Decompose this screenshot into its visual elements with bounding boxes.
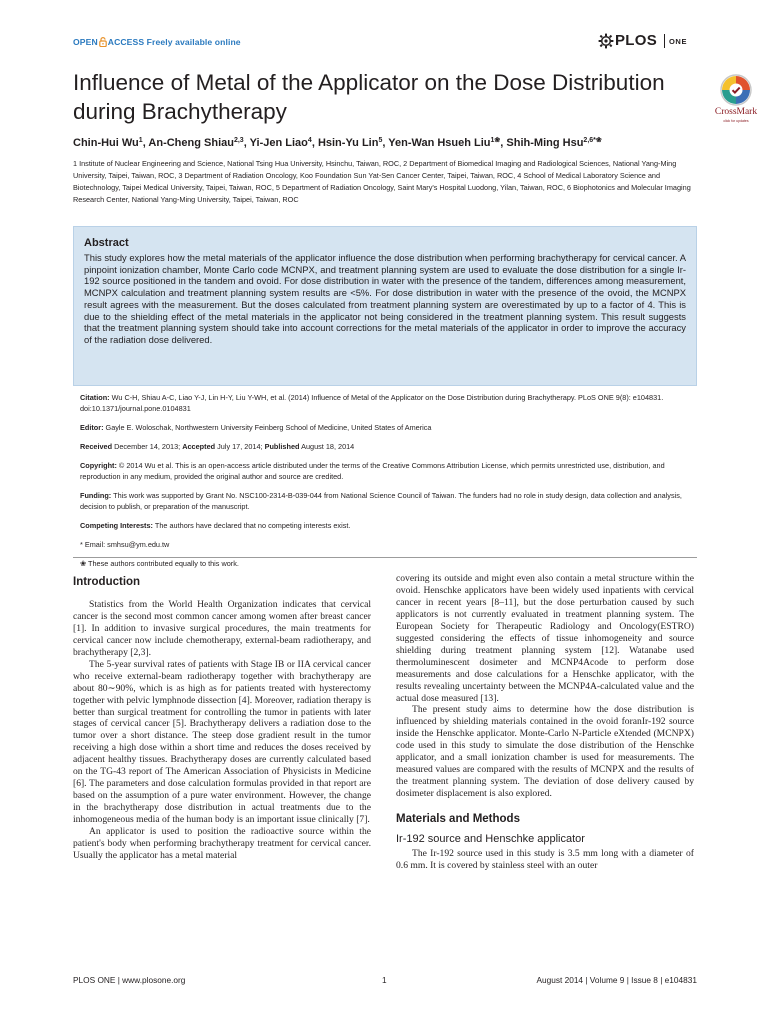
article-metadata xyxy=(80,392,694,577)
author-name: Yen-Wan Hsueh Liu xyxy=(388,137,491,149)
author-name: Yi-Jen Liao xyxy=(249,137,308,149)
crossmark-badge[interactable] xyxy=(708,74,764,130)
competing-text: The authors have declared that no competing interests exist. xyxy=(154,521,351,530)
logo-divider xyxy=(664,34,665,48)
copyright-label: Copyright: xyxy=(80,461,117,470)
competing-label: Competing Interests: xyxy=(80,521,153,530)
received-date: December 14, 2013; xyxy=(114,442,181,451)
editor-row xyxy=(80,422,694,433)
open-lock-icon xyxy=(99,37,107,47)
meta-divider xyxy=(73,557,697,558)
author-name: Hsin-Yu Lin xyxy=(317,137,379,149)
methods-heading: Materials and Methods xyxy=(396,813,520,826)
copyright-text: © 2014 Wu et al. This is an open-access article distributed under the terms of the Creative Commons Attribution License, which permits unrestricted use, distribution, and reproduction in any medium, provided the original author and source are credited. xyxy=(80,461,665,481)
plos-gear-icon xyxy=(598,33,614,49)
dates-row xyxy=(80,441,694,452)
equal-contribution-row: ❀ These authors contributed equally to this work. xyxy=(80,559,239,568)
editor-label: Editor: xyxy=(80,423,104,432)
page-number: 1 xyxy=(382,975,387,985)
funding-text: This work was supported by Grant No. NSC100-2314-B-039-044 from National Science Council of Taiwan. The funders had no role in study design, data collection and analysis, decision to publish, or preparation of the manuscript. xyxy=(80,491,682,511)
body-column-left xyxy=(73,575,371,862)
plos-one-logo xyxy=(598,31,698,51)
crossmark-label: CrossMark xyxy=(714,107,758,117)
author-affil: 2,3 xyxy=(233,137,244,144)
open-access-header xyxy=(73,37,241,47)
intro-paragraph: covering its outside and might even also contain a metal structure within the ovoid. Henschke applicators have been widely used inpatients with cervical cancer in recent years [8–11], but the dose perturbation caused by such applicators is not currently evaluated in treatment planning system. The European Society for Therapeutic Radiology and Oncology(ESTRO) suggested considering the effects of tissue inhomogeneity and source shielding during treatment planning system [12]. Watanabe used thermoluminescent dosimeter and MCNP4Acode to perform dose measurements and dose calculations for a Henschke applicator, with the results revealing uncertainty between the MCNP4A-calculated value and the actual dose measured [13]. xyxy=(396,573,694,704)
article-title: Influence of Metal of the Applicator on the Dose Distribution during Brachytherapy xyxy=(73,70,665,124)
author-affil: 5 xyxy=(378,137,383,144)
author-affil: 1 xyxy=(138,137,143,144)
citation-text: Wu C-H, Shiau A-C, Liao Y-J, Lin H-Y, Liu Y-WH, et al. (2014) Influence of Metal of the Applicator on the Dose Distribution during Brachytherapy. PLoS ONE 9(8): e104831. doi:10.1371/journal.pone.0104831 xyxy=(80,393,664,413)
abstract-body: This study explores how the metal materials of the applicator influence the dose distribution when performing brachytherapy for cervical cancer. A pinpoint ionization chamber, Monte Carlo code MCNPX, and treatment planning system are used to evaluate the dose distribution for a single Ir-192 source positioned in the tandem and ovoid. For dose distribution in water with the presence of the tandem, differences among measurement, MCNPX calculation and treatment planning system results are <5%. For dose distribution in water with the presence of the ovoid, the MCNPX result agrees with the measurement. But the doses calculated from treatment planning system are overestimated by up to a factor of 4. This is due to the shielding effect of the metal materials in the applicator not being considered in the treatment planning system. This result suggests that the treatment planning system should take into account corrections for the metal materials of the applicator in order to improve the accuracy of the radiation dose delivered. xyxy=(84,252,686,345)
affiliations: 1 Institute of Nuclear Engineering and Science, National Tsing Hua University, Hsinchu, Taiwan, ROC, 2 Department of Biomedical Imaging and Radiological Sciences, National Yang-Ming University, Taipei, Taiwan, ROC, 3 Department of Radiation Oncology, Koo Foundation Sun Yat-Sen Cancer Center, Taipei, Taiwan, ROC, 4 School of Medical Laboratory Science and Biotechnology, Taipei Medical University, Taipei, Taiwan, ROC, 5 Department of Radiation Oncology, Saint Mary's Hospital Luodong, Yilan, Taiwan, ROC, 6 Biophotonics and Molecular Imaging Research Center, National Yang-Ming University, Taipei, Taiwan, ROC xyxy=(73,159,691,204)
footer-issue: August 2014 | Volume 9 | Issue 8 | e104831 xyxy=(536,975,697,985)
published-date: August 18, 2014 xyxy=(301,442,355,451)
author-name: Shih-Ming Hsu xyxy=(506,137,584,149)
author-name: Chin-Hui Wu xyxy=(73,137,139,149)
intro-paragraph: Statistics from the World Health Organization indicates that cervical cancer is the second most common cancer among women after breast cancer [1]. In addition to invasive surgical procedures, the main treatments for cervical cancer now include chemotherapy, external-beam radiotherapy, and brachytherapy [2,3]. xyxy=(73,598,371,658)
author-name: An-Cheng Shiau xyxy=(148,137,234,149)
author-affil: 2,6*❀ xyxy=(583,137,602,144)
intro-paragraph: The present study aims to determine how the dose distribution is influenced by shielding materials contained in the ovoid foranIr-192 source inside the Henschke applicator. Monte-Carlo N-Particle eXtended (MCNPX) code used in this study to simulate the dose distribution of the Henschke applicator, and a small ionization chamber is used for measurements. The measured values are compared with the results of MCNPX and the results of the treatment planning system. The deviation of dose delivery caused by dosimeter displacement is also explored. xyxy=(396,704,694,800)
abstract-box xyxy=(73,226,697,386)
open-access-label: OPEN xyxy=(73,37,98,47)
copyright-row xyxy=(80,460,694,482)
author-affil: 4 xyxy=(307,137,312,144)
funding-label: Funding: xyxy=(80,491,112,500)
email-row[interactable]: * Email: smhsu@ym.edu.tw xyxy=(80,540,170,549)
accepted-label: Accepted xyxy=(182,442,216,451)
access-label: ACCESS Freely available online xyxy=(107,37,241,47)
published-label: Published xyxy=(264,442,300,451)
introduction-heading: Introduction xyxy=(73,576,141,588)
intro-paragraph: An applicator is used to position the radioactive source within the patient's body when performing brachytherapy treatment for cervical cancer. Usually the applicator has a metal material xyxy=(73,826,371,861)
one-wordmark: ONE xyxy=(669,37,688,46)
received-label: Received xyxy=(80,442,113,451)
citation-label: Citation: xyxy=(80,393,110,402)
funding-row xyxy=(80,490,694,512)
methods-paragraph: The Ir-192 source used in this study is 3.5 mm long with a diameter of 0.6 mm. It is covered by stainless steel with an outer xyxy=(396,848,694,871)
abstract-heading: Abstract xyxy=(84,237,129,249)
source-subheading: Ir-192 source and Henschke applicator xyxy=(396,833,585,846)
plos-wordmark: PLOS xyxy=(615,32,658,49)
citation-row xyxy=(80,392,694,414)
intro-paragraph: The 5-year survival rates of patients with Stage IB or IIA cervical cancer who receive external-beam radiotherapy together with brachytherapy are about 80∼90%, which is as high as for patients treated with hysterectomy together with pelvic lymphnode dissection [4]. Moreover, radiation therapy is better than surgical treatment for controlling the tumor in patients with later stages of cervical cancer [5]. Brachytherapy delivers a radiation dose to the tumor over a short distance. The steep dose gradient result in the tumor receiving a high dose within a short time and reduces the doses received by adjacent healthy tissues. Brachytherapy doses are currently calculated based on the TG-43 report of The American Association of Physicists in Medicine [6]. The parameters and dose calculation formulas provided in that report are based on the assumption of a pure water environment. However, the change in the brachytherapy dose distribution in actual treatments due to the inhomogeneous media of the human body is an important issue clinically [7]. xyxy=(73,658,371,826)
author-affil: 1❀ xyxy=(490,137,501,144)
body-column-right xyxy=(396,573,694,872)
editor-text: Gayle E. Woloschak, Northwestern University Feinberg School of Medicine, United States of America xyxy=(105,423,432,432)
author-list: Chin-Hui Wu$^1$, An-Cheng Shiau$^{2,3}$, Yi-Jen Liao$^4$, Hsin-Yu Lin$^5$, Yen-Wan Hsueh Liu$^{1❀}$, Shih-Ming Hsu$^{2,6*❀}$ xyxy=(73,137,602,149)
crossmark-icon xyxy=(720,74,752,106)
competing-row xyxy=(80,520,694,531)
crossmark-sub: click for updates xyxy=(723,119,749,123)
accepted-date: July 17, 2014; xyxy=(217,442,263,451)
footer-journal[interactable]: PLOS ONE | www.plosone.org xyxy=(73,975,186,985)
